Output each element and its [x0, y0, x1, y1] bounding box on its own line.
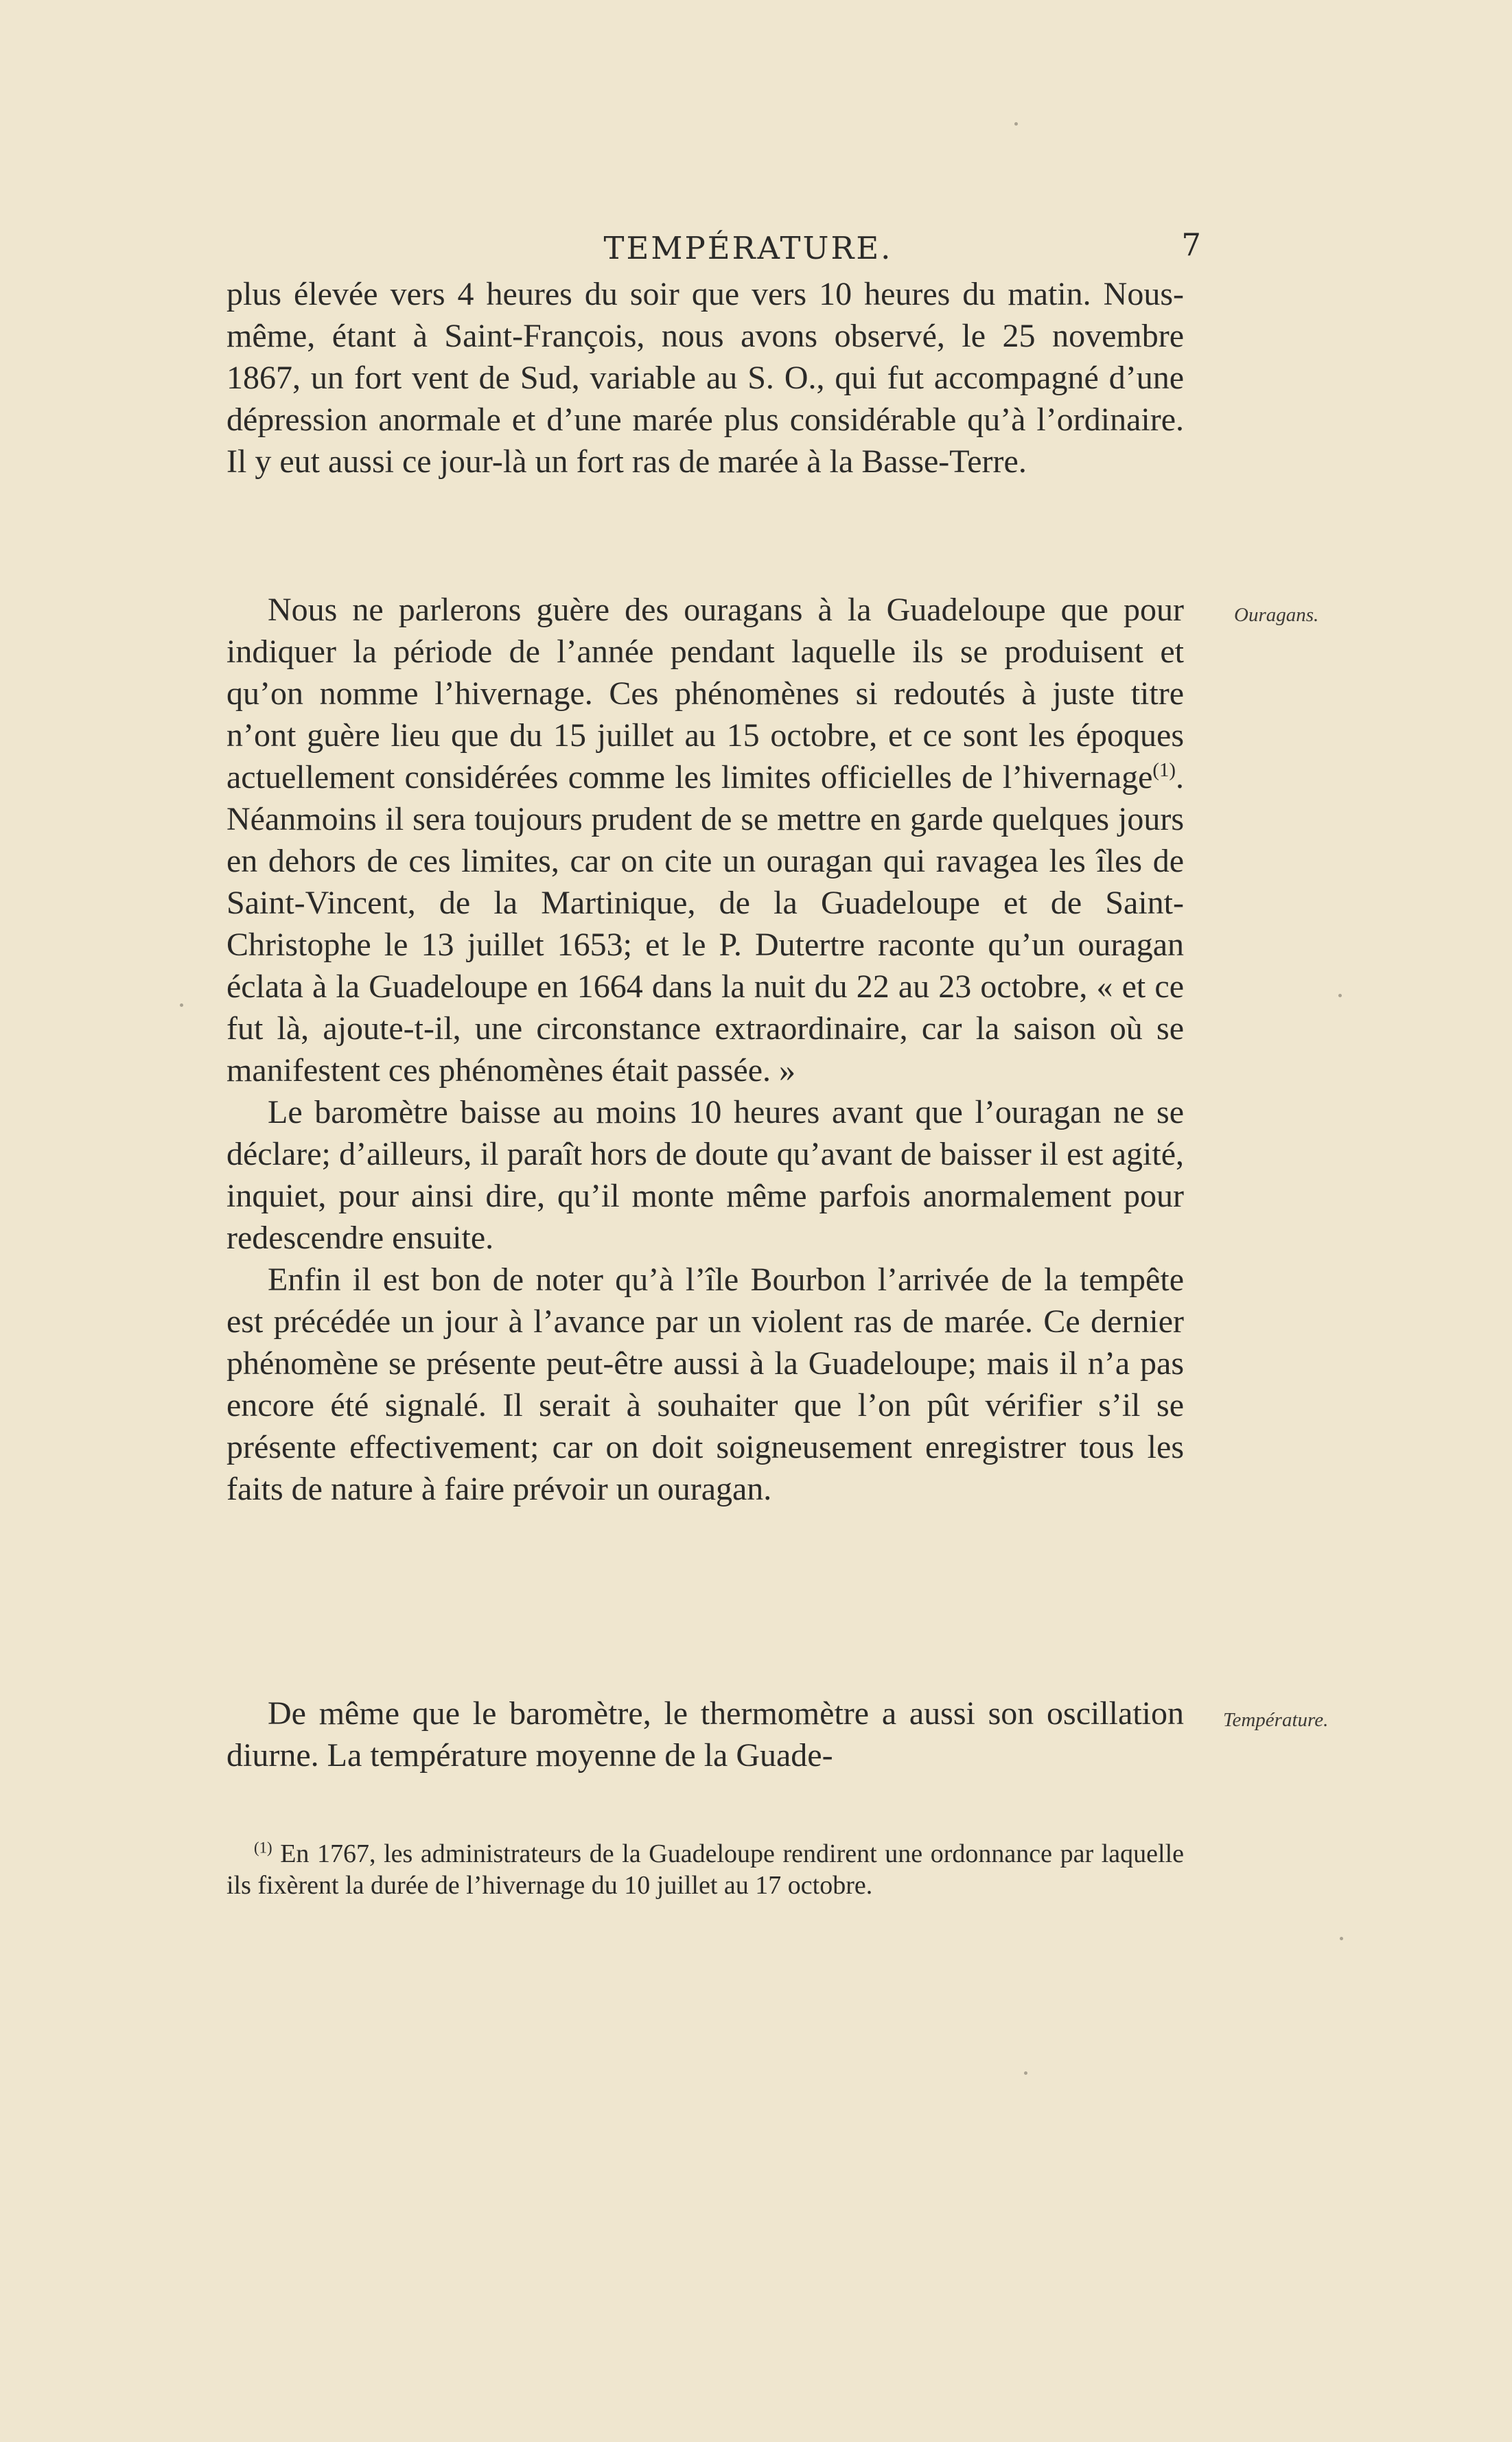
section-temperature	[226, 1693, 1184, 1776]
paragraph-2	[226, 589, 1184, 1091]
paper-speck	[1340, 1937, 1343, 1940]
paragraph-2-part-1: Nous ne parlerons guère des ouragans à la Guadeloupe que pour indiquer la période de l’année pendant laquelle ils se produisent et qu’on nomme l’hivernage. Ces phénomènes si redoutés à juste titre n’ont guère lieu que du 15 juillet au 15 octobre, et ce sont les époques actuellement considérées comme les limites officielles de l’hivernage	[226, 592, 1184, 795]
footnote-reference: (1)	[1152, 759, 1176, 781]
paragraph-3: Le baromètre baisse au moins 10 heures avant que l’ouragan ne se déclare; d’ailleurs, il paraît hors de doute qu’avant de baisser il est agité, inquiet, pour ainsi dire, qu’il monte même parfois anormalement pour redescendre ensuite.	[226, 1094, 1184, 1256]
running-header-title: TEMPÉRATURE.	[603, 230, 893, 266]
paragraph-1: plus élevée vers 4 heures du soir que vers 10 heures du matin. Nous-même, étant à Saint-François, nous avons observé, le 25 novembre 1867, un fort vent de Sud, variable au S. O., qui fut accompagné d’une dépression anormale et d’une marée plus considérable qu’à l’ordinaire. Il y eut aussi ce jour-là un fort ras de marée à la Basse-Terre.	[226, 276, 1184, 480]
page-number: 7	[1181, 226, 1201, 263]
footnote	[226, 1838, 1184, 1901]
paper-speck	[1338, 994, 1342, 997]
paragraph-4: Enfin il est bon de noter qu’à l’île Bourbon l’arrivée de la tempête est précédée un jour à l’avance par un violent ras de marée. Ce dernier phénomène se présente peut-être aussi à la Guadeloupe; mais il n’a pas encore été signalé. Il serait à souhaiter que l’on pût vérifier s’il se présente effectivement; car on doit soigneusement enregistrer tous les faits de nature à faire prévoir un ouragan.	[226, 1261, 1184, 1507]
footnote-marker: (1)	[254, 1839, 272, 1857]
paper-speck	[1024, 2071, 1027, 2075]
paragraph-5: De même que le baromètre, le thermomètre a aussi son oscillation diurne. La température moyenne de la Guade-	[226, 1695, 1184, 1774]
paragraph-continuation	[226, 273, 1184, 482]
margin-note-ouragans: Ouragans.	[1234, 604, 1319, 626]
paper-speck	[180, 1003, 183, 1007]
footnote-text: En 1767, les administrateurs de la Guadeloupe rendirent une ordonnance par laquelle ils fixèrent la durée de l’hivernage du 10 juillet au 17 octobre.	[226, 1839, 1184, 1900]
paragraph-2-part-2: . Néanmoins il sera toujours prudent de se mettre en garde quelques jours en dehors de ces limites, car on cite un ouragan qui ravagea les îles de Saint-Vincent, de la Martinique, de la Guadeloupe et de Saint-Christophe le 13 juillet 1653; et le P. Dutertre raconte qu’un ouragan éclata à la Guadeloupe en 1664 dans la nuit du 22 au 23 octobre, « et ce fut là, ajoute-t-il, une circonstance extraordinaire, car la saison où se manifestent ces phénomènes était passée. »	[226, 759, 1184, 1089]
paper-speck	[1014, 122, 1018, 126]
margin-note-temperature: Température.	[1223, 1709, 1329, 1731]
section-ouragans	[226, 589, 1184, 1510]
